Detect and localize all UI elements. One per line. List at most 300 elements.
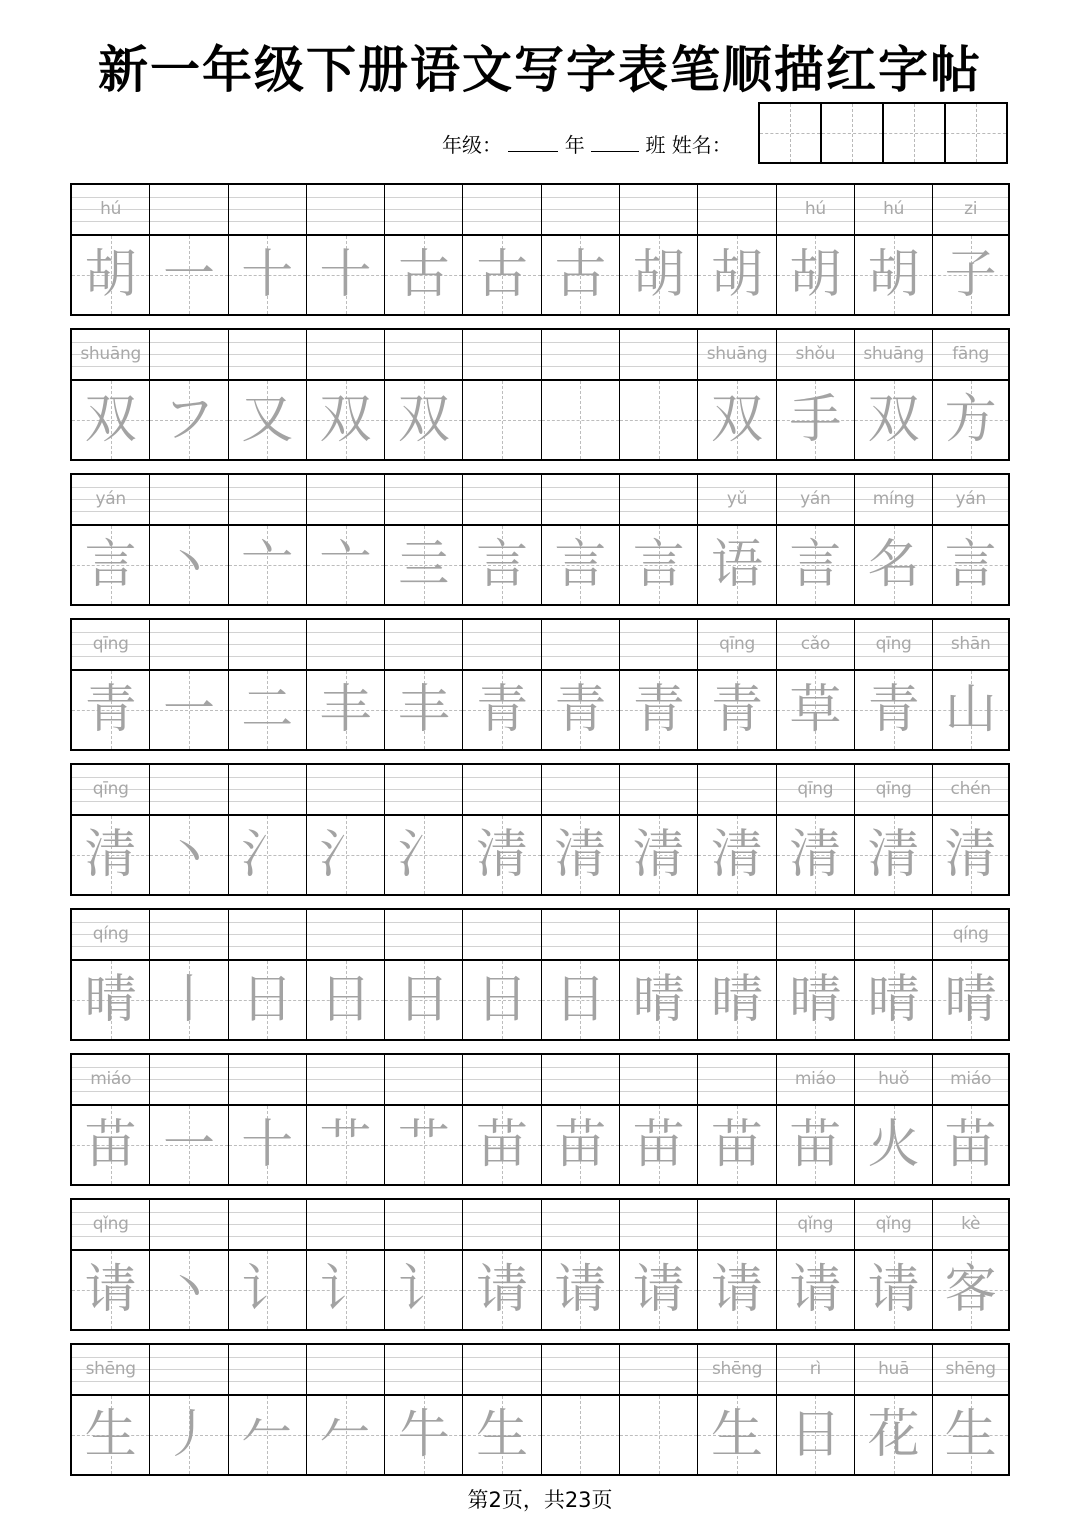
hanzi-char: 名 (867, 535, 920, 595)
tian-grid-box (542, 1106, 619, 1184)
pinyin-box (620, 475, 697, 526)
pinyin-guide-line (542, 1381, 619, 1382)
pinyin-guide-line (463, 499, 540, 500)
pinyin-guide-line (385, 1357, 462, 1358)
hanzi-char: 𠂉 (241, 1405, 294, 1465)
tian-grid-box (698, 671, 775, 749)
pinyin-box (933, 475, 1008, 526)
page-number: 第2页，共23页 (467, 1488, 613, 1512)
pinyin-guide-line (463, 922, 540, 923)
pinyin-box (542, 910, 619, 961)
pinyin-guide-line (855, 946, 932, 947)
practice-cell (385, 330, 463, 459)
tian-grid-box (698, 816, 775, 894)
hanzi-char: 清 (476, 825, 529, 885)
tian-grid-box (542, 526, 619, 604)
practice-cell (933, 1345, 1008, 1474)
pinyin-box (855, 765, 932, 816)
pinyin-guide-line (229, 487, 306, 488)
pinyin-guide-line (385, 1079, 462, 1080)
pinyin-text: zi (964, 199, 978, 219)
pinyin-guide-line (307, 644, 384, 645)
pinyin-guide-line (150, 209, 227, 210)
pinyin-guide-line (385, 789, 462, 790)
pinyin-guide-line (620, 922, 697, 923)
pinyin-text: qǐng (875, 1214, 912, 1234)
pinyin-guide-line (385, 1381, 462, 1382)
pinyin-guide-line (698, 197, 775, 198)
tian-grid-box (385, 671, 462, 749)
pinyin-guide-line (698, 1079, 775, 1080)
pinyin-guide-line (307, 487, 384, 488)
practice-cell (72, 1055, 150, 1184)
pinyin-guide-line (620, 209, 697, 210)
tian-grid-box (698, 1396, 775, 1474)
hanzi-char: 讠 (241, 1260, 294, 1320)
pinyin-guide-line (229, 777, 306, 778)
pinyin-text: shuāng (706, 344, 768, 364)
pinyin-guide-line (463, 1369, 540, 1370)
practice-cell (229, 620, 307, 749)
pinyin-guide-line (385, 209, 462, 210)
practice-cell (229, 1055, 307, 1184)
practice-cell (620, 1055, 698, 1184)
pinyin-text: hú (804, 199, 826, 219)
pinyin-guide-line (307, 197, 384, 198)
pinyin-guide-line (542, 342, 619, 343)
tian-grid-box (698, 1106, 775, 1184)
tian-grid-box (307, 1396, 384, 1474)
pinyin-guide-line (229, 1357, 306, 1358)
pinyin-guide-line (307, 934, 384, 935)
practice-cell (463, 1200, 541, 1329)
pinyin-guide-line (620, 777, 697, 778)
pinyin-text: rì (809, 1359, 821, 1379)
pinyin-box (463, 185, 540, 236)
tian-grid-box (463, 1251, 540, 1329)
practice-cell (698, 765, 776, 894)
year-blank (508, 133, 558, 152)
pinyin-text: qīng (92, 779, 129, 799)
pinyin-box (542, 1055, 619, 1106)
practice-cell (777, 185, 855, 314)
pinyin-guide-line (307, 1224, 384, 1225)
pinyin-text: hú (100, 199, 122, 219)
pinyin-guide-line (855, 801, 932, 802)
pinyin-guide-line (855, 656, 932, 657)
pinyin-box (933, 1345, 1008, 1396)
tian-grid-box (698, 526, 775, 604)
pinyin-box (542, 765, 619, 816)
tian-grid-box (855, 236, 932, 314)
pinyin-guide-line (620, 354, 697, 355)
year-suffix: 年 (564, 133, 585, 157)
pinyin-box (777, 1200, 854, 1251)
hanzi-char: 十 (241, 1115, 294, 1175)
pinyin-guide-line (620, 1067, 697, 1068)
pinyin-guide-line (150, 946, 227, 947)
pinyin-guide-line (777, 656, 854, 657)
pinyin-guide-line (698, 946, 775, 947)
tian-grid-box (933, 1396, 1008, 1474)
pinyin-box (777, 620, 854, 671)
pinyin-guide-line (229, 342, 306, 343)
practice-cell (307, 1055, 385, 1184)
hanzi-char: 牛 (397, 1405, 450, 1465)
hanzi-char: 日 (241, 970, 294, 1030)
tian-grid-box (307, 961, 384, 1039)
hanzi-char: 青 (867, 680, 920, 740)
practice-cell (385, 910, 463, 1039)
pinyin-box (463, 1345, 540, 1396)
practice-cell (385, 185, 463, 314)
hanzi-char: 清 (632, 825, 685, 885)
pinyin-box (933, 1055, 1008, 1106)
practice-cell (307, 765, 385, 894)
pinyin-box (620, 620, 697, 671)
tian-grid-box (463, 1106, 540, 1184)
pinyin-box (542, 1200, 619, 1251)
pinyin-box (229, 330, 306, 381)
pinyin-guide-line (698, 777, 775, 778)
hanzi-char: 胡 (867, 245, 920, 305)
pinyin-guide-line (542, 1212, 619, 1213)
practice-cell (698, 1345, 776, 1474)
pinyin-guide-line (150, 1079, 227, 1080)
tian-grid-box (855, 816, 932, 894)
hanzi-char: 言 (944, 535, 997, 595)
tian-grid-box (72, 526, 149, 604)
pinyin-box (72, 1345, 149, 1396)
pinyin-text: qīng (875, 779, 912, 799)
practice-cell (777, 1055, 855, 1184)
pinyin-guide-line (463, 354, 540, 355)
hanzi-char: 手 (789, 390, 842, 450)
pinyin-guide-line (385, 1212, 462, 1213)
pinyin-guide-line (150, 1236, 227, 1237)
pinyin-text: míng (872, 489, 915, 509)
pinyin-box (855, 1055, 932, 1106)
hanzi-char: 言 (789, 535, 842, 595)
practice-cell (229, 330, 307, 459)
hanzi-char: 丶 (162, 535, 215, 595)
tian-grid-box (620, 381, 697, 459)
hanzi-char: 讠 (397, 1260, 450, 1320)
pinyin-guide-line (150, 1067, 227, 1068)
pinyin-guide-line (463, 511, 540, 512)
hanzi-char: 清 (554, 825, 607, 885)
pinyin-guide-line (620, 801, 697, 802)
practice-cell (620, 1345, 698, 1474)
pinyin-guide-line (385, 197, 462, 198)
practice-cell (229, 475, 307, 604)
practice-cell (229, 1345, 307, 1474)
practice-cell (307, 620, 385, 749)
tian-grid-box (150, 671, 227, 749)
name-label: 姓名： (671, 133, 732, 157)
pinyin-box (229, 620, 306, 671)
pinyin-guide-line (150, 632, 227, 633)
pinyin-text: shān (950, 634, 991, 654)
pinyin-guide-line (542, 1067, 619, 1068)
pinyin-text: yán (800, 489, 831, 509)
pinyin-guide-line (307, 946, 384, 947)
pinyin-guide-line (307, 632, 384, 633)
practice-cell (72, 1200, 150, 1329)
pinyin-box (307, 765, 384, 816)
pinyin-box (855, 475, 932, 526)
hanzi-char: 丨 (162, 970, 215, 1030)
tian-grid-box (855, 1396, 932, 1474)
tian-grid-box (307, 1106, 384, 1184)
pinyin-guide-line (150, 221, 227, 222)
practice-cell (620, 765, 698, 894)
pinyin-text: miáo (794, 1069, 836, 1089)
pinyin-box (698, 475, 775, 526)
pinyin-guide-line (385, 801, 462, 802)
name-box (884, 104, 946, 162)
practice-cell (229, 1200, 307, 1329)
practice-cell (150, 475, 228, 604)
pinyin-box (463, 1200, 540, 1251)
pinyin-guide-line (229, 1236, 306, 1237)
pinyin-text: chén (950, 779, 991, 799)
hanzi-char: 请 (84, 1260, 137, 1320)
pinyin-guide-line (463, 1079, 540, 1080)
practice-cell (620, 620, 698, 749)
hanzi-char: 方 (944, 390, 997, 450)
pinyin-guide-line (385, 487, 462, 488)
pinyin-guide-line (229, 789, 306, 790)
practice-cell (855, 620, 933, 749)
hanzi-char: 二 (241, 680, 294, 740)
pinyin-guide-line (620, 1224, 697, 1225)
tian-grid-box (855, 1106, 932, 1184)
hanzi-char: 胡 (711, 245, 764, 305)
pinyin-guide-line (777, 946, 854, 947)
pinyin-guide-line (229, 1369, 306, 1370)
pinyin-guide-line (385, 499, 462, 500)
pinyin-guide-line (385, 1091, 462, 1092)
pinyin-guide-line (150, 342, 227, 343)
hanzi-char: 氵 (319, 825, 372, 885)
pinyin-box (542, 185, 619, 236)
pinyin-guide-line (463, 632, 540, 633)
tian-grid-box (463, 1396, 540, 1474)
pinyin-box (385, 765, 462, 816)
tian-grid-box (620, 816, 697, 894)
pinyin-box (777, 475, 854, 526)
pinyin-guide-line (385, 777, 462, 778)
pinyin-guide-line (385, 354, 462, 355)
tian-grid-box (620, 671, 697, 749)
practice-cell (933, 185, 1008, 314)
tian-grid-box (72, 381, 149, 459)
hanzi-char: 晴 (789, 970, 842, 1030)
pinyin-guide-line (855, 1091, 932, 1092)
practice-row (70, 1343, 1010, 1476)
pinyin-guide-line (463, 644, 540, 645)
pinyin-guide-line (150, 487, 227, 488)
student-info (442, 131, 732, 159)
pinyin-guide-line (229, 1381, 306, 1382)
practice-cell (229, 765, 307, 894)
tian-grid-box (229, 1251, 306, 1329)
pinyin-guide-line (463, 1236, 540, 1237)
pinyin-guide-line (463, 197, 540, 198)
practice-cell (698, 1055, 776, 1184)
pinyin-guide-line (385, 632, 462, 633)
pinyin-box (229, 1345, 306, 1396)
class-blank (591, 133, 639, 152)
hanzi-char: フ (162, 390, 215, 450)
pinyin-text: shēng (711, 1359, 763, 1379)
tian-grid-box (72, 671, 149, 749)
hanzi-char: 苗 (944, 1115, 997, 1175)
practice-cell (463, 1345, 541, 1474)
pinyin-guide-line (463, 1212, 540, 1213)
pinyin-guide-line (620, 1079, 697, 1080)
practice-cell (542, 620, 620, 749)
pinyin-box (777, 185, 854, 236)
practice-cell (463, 1055, 541, 1184)
pinyin-box (933, 330, 1008, 381)
hanzi-char: 日 (319, 970, 372, 1030)
pinyin-text: yǔ (726, 489, 748, 509)
pinyin-guide-line (698, 511, 775, 512)
pinyin-guide-line (855, 922, 932, 923)
practice-cell (933, 765, 1008, 894)
pinyin-guide-line (150, 801, 227, 802)
hanzi-char: 双 (867, 390, 920, 450)
pinyin-guide-line (463, 366, 540, 367)
practice-cell (72, 330, 150, 459)
hanzi-char: 古 (554, 245, 607, 305)
pinyin-box (150, 185, 227, 236)
pinyin-guide-line (307, 342, 384, 343)
practice-cell (385, 1055, 463, 1184)
pinyin-guide-line (933, 946, 1008, 947)
practice-cell (463, 475, 541, 604)
tian-grid-box (72, 236, 149, 314)
pinyin-guide-line (542, 632, 619, 633)
hanzi-char: 讠 (319, 1260, 372, 1320)
practice-cell (385, 765, 463, 894)
hanzi-char: 清 (711, 825, 764, 885)
pinyin-guide-line (307, 1357, 384, 1358)
hanzi-char: 晴 (867, 970, 920, 1030)
practice-cell (385, 475, 463, 604)
pinyin-guide-line (777, 511, 854, 512)
pinyin-box (307, 1055, 384, 1106)
pinyin-guide-line (150, 366, 227, 367)
pinyin-guide-line (229, 1079, 306, 1080)
hanzi-char: 生 (711, 1405, 764, 1465)
pinyin-guide-line (385, 1224, 462, 1225)
hanzi-char: 苗 (84, 1115, 137, 1175)
tian-grid-box (229, 671, 306, 749)
pinyin-guide-line (385, 221, 462, 222)
hanzi-char: 一 (162, 245, 215, 305)
pinyin-guide-line (777, 1381, 854, 1382)
pinyin-box (385, 475, 462, 526)
pinyin-guide-line (72, 801, 149, 802)
tian-grid-box (620, 961, 697, 1039)
tian-grid-box (72, 961, 149, 1039)
hanzi-char: 言 (476, 535, 529, 595)
pinyin-guide-line (620, 1357, 697, 1358)
tian-grid-box (385, 1251, 462, 1329)
tian-grid-box (229, 381, 306, 459)
practice-cell (72, 475, 150, 604)
pinyin-guide-line (229, 1091, 306, 1092)
pinyin-guide-line (307, 1067, 384, 1068)
pinyin-guide-line (855, 366, 932, 367)
pinyin-box (385, 1345, 462, 1396)
hanzi-char: 青 (711, 680, 764, 740)
hanzi-char: 言 (84, 535, 137, 595)
pinyin-guide-line (307, 1381, 384, 1382)
pinyin-guide-line (150, 777, 227, 778)
pinyin-guide-line (72, 656, 149, 657)
pinyin-guide-line (777, 1091, 854, 1092)
tian-grid-box (542, 381, 619, 459)
hanzi-char: 双 (319, 390, 372, 450)
hanzi-char: 亠 (241, 535, 294, 595)
pinyin-guide-line (72, 1236, 149, 1237)
pinyin-text: huā (878, 1359, 910, 1379)
pinyin-box (229, 475, 306, 526)
pinyin-guide-line (933, 1091, 1008, 1092)
pinyin-guide-line (542, 1369, 619, 1370)
pinyin-box (542, 475, 619, 526)
pinyin-guide-line (698, 801, 775, 802)
pinyin-guide-line (620, 644, 697, 645)
pinyin-guide-line (463, 656, 540, 657)
pinyin-guide-line (542, 1224, 619, 1225)
tian-grid-box (72, 1251, 149, 1329)
practice-cell (698, 185, 776, 314)
practice-cell (463, 620, 541, 749)
tian-grid-box (150, 1396, 227, 1474)
pinyin-box (698, 765, 775, 816)
pinyin-guide-line (933, 1381, 1008, 1382)
pinyin-guide-line (542, 656, 619, 657)
pinyin-box (620, 1200, 697, 1251)
hanzi-char: 𠂉 (319, 1405, 372, 1465)
tian-grid-box (777, 236, 854, 314)
pinyin-guide-line (150, 922, 227, 923)
pinyin-guide-line (542, 1091, 619, 1092)
practice-cell (150, 910, 228, 1039)
pinyin-guide-line (150, 1091, 227, 1092)
hanzi-char: 双 (711, 390, 764, 450)
practice-cell (307, 330, 385, 459)
practice-cell (72, 910, 150, 1039)
practice-cell (620, 475, 698, 604)
pinyin-box (72, 1055, 149, 1106)
pinyin-guide-line (463, 789, 540, 790)
practice-cell (698, 620, 776, 749)
pinyin-guide-line (229, 656, 306, 657)
hanzi-char: 清 (84, 825, 137, 885)
pinyin-box (229, 910, 306, 961)
tian-grid-box (229, 526, 306, 604)
pinyin-guide-line (463, 1381, 540, 1382)
pinyin-box (307, 1200, 384, 1251)
hanzi-char: 花 (867, 1405, 920, 1465)
pinyin-box (150, 475, 227, 526)
